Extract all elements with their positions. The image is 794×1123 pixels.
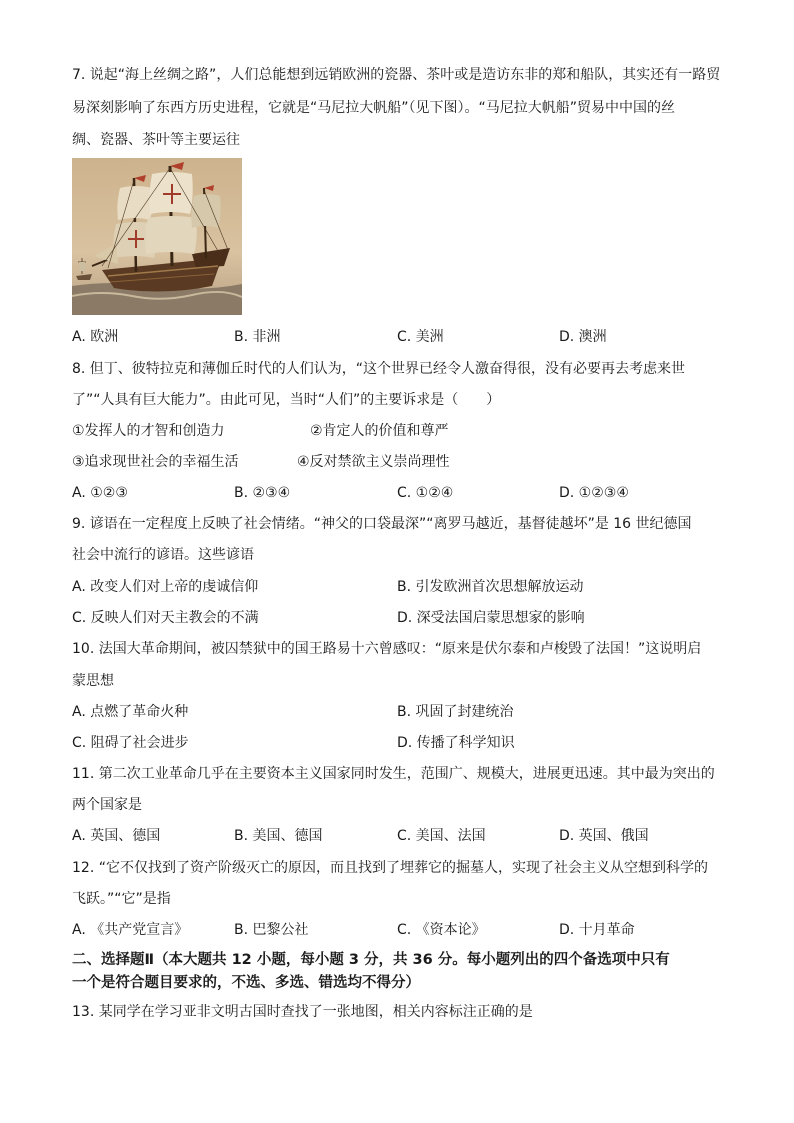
section-2-heading-line-1: 二、选择题Ⅱ（本大题共 12 小题，每小题 3 分，共 36 分。每小题列出的四个备选项中只有: [72, 952, 670, 968]
q8-option-b[interactable]: B. ②③④: [234, 485, 291, 501]
q10-option-b[interactable]: B. 巩固了封建统治: [397, 704, 514, 720]
q7-line-2: 易深刻影响了东西方历史进程，它就是“马尼拉大帆船”（见下图）。“马尼拉大帆船”贸易中中国的丝: [72, 100, 676, 116]
q10-line-2: 蒙思想: [72, 673, 114, 689]
q9-option-a[interactable]: A. 改变人们对上帝的虔诚信仰: [72, 579, 259, 595]
q10-line-1: 10. 法国大革命期间，被囚禁狱中的国王路易十六曾感叹：“原来是伏尔泰和卢梭毁了法国！”这说明启: [72, 641, 702, 657]
q8-item-1: ①发挥人的才智和创造力: [72, 423, 225, 439]
q12-option-d[interactable]: D. 十月革命: [559, 922, 635, 938]
q9-option-b[interactable]: B. 引发欧洲首次思想解放运动: [397, 579, 584, 595]
q8-item-2: ②肯定人的价值和尊严: [310, 423, 449, 439]
q8-option-c[interactable]: C. ①②④: [397, 485, 454, 501]
manila-galleon-painting: [72, 158, 242, 315]
q11-option-a[interactable]: A. 英国、德国: [72, 828, 161, 844]
q11-option-c[interactable]: C. 美国、法国: [397, 828, 486, 844]
q7-option-d[interactable]: D. 澳洲: [559, 329, 607, 345]
q10-option-c[interactable]: C. 阻碍了社会进步: [72, 735, 189, 751]
q9-option-d[interactable]: D. 深受法国启蒙思想家的影响: [397, 610, 585, 626]
q11-line-2: 两个国家是: [72, 797, 142, 813]
q8-item-4: ④反对禁欲主义崇尚理性: [297, 454, 450, 470]
q8-line-1: 8. 但丁、彼特拉克和薄伽丘时代的人们认为，“这个世界已经令人激奋得很，没有必要再去考虑来世: [72, 361, 686, 377]
galleon-image: [72, 158, 242, 315]
q8-item-3: ③追求现世社会的幸福生活: [72, 454, 239, 470]
q10-option-a[interactable]: A. 点燃了革命火种: [72, 704, 189, 720]
section-2-heading-line-2: 一个是符合题目要求的，不选、多选、错选均不得分）: [72, 975, 420, 991]
q12-option-a[interactable]: A. 《共产党宣言》: [72, 922, 189, 938]
q7-option-b[interactable]: B. 非洲: [234, 329, 281, 345]
q7-option-c[interactable]: C. 美洲: [397, 329, 444, 345]
q8-line-2: 了”“人具有巨大能力”。由此可见，当时“人们”的主要诉求是（ ）: [72, 392, 501, 408]
q12-line-2: 飞跃。”“它”是指: [72, 891, 171, 907]
q10-option-d[interactable]: D. 传播了科学知识: [397, 735, 515, 751]
q11-line-1: 11. 第二次工业革命几乎在主要资本主义国家同时发生，范围广、规模大，进展更迅速。其中最为突出的: [72, 766, 715, 782]
q7-line-1: 7. 说起“海上丝绸之路”，人们总能想到远销欧洲的瓷器、茶叶或是造访东非的郑和船队，其实还有一路贸: [72, 67, 721, 83]
q11-option-d[interactable]: D. 英国、俄国: [559, 828, 649, 844]
q9-line-2: 社会中流行的谚语。这些谚语: [72, 547, 254, 563]
q12-line-1: 12. “它不仅找到了资产阶级灭亡的原因，而且找到了埋葬它的掘墓人，实现了社会主义从空想到科学的: [72, 860, 708, 876]
q11-option-b[interactable]: B. 美国、德国: [234, 828, 323, 844]
q7-line-3: 绸、瓷器、茶叶等主要运往: [72, 132, 240, 148]
q8-option-d[interactable]: D. ①②③④: [559, 485, 629, 501]
q9-line-1: 9. 谚语在一定程度上反映了社会情绪。“神父的口袋最深”“离罗马越近，基督徒越坏”是 16 世纪德国: [72, 516, 692, 532]
q8-option-a[interactable]: A. ①②③: [72, 485, 128, 501]
q9-option-c[interactable]: C. 反映人们对天主教会的不满: [72, 610, 259, 626]
q12-option-c[interactable]: C. 《资本论》: [397, 922, 486, 938]
q12-option-b[interactable]: B. 巴黎公社: [234, 922, 309, 938]
q13-line-1: 13. 某同学在学习亚非文明古国时查找了一张地图，相关内容标注正确的是: [72, 1004, 533, 1020]
q7-option-a[interactable]: A. 欧洲: [72, 329, 119, 345]
